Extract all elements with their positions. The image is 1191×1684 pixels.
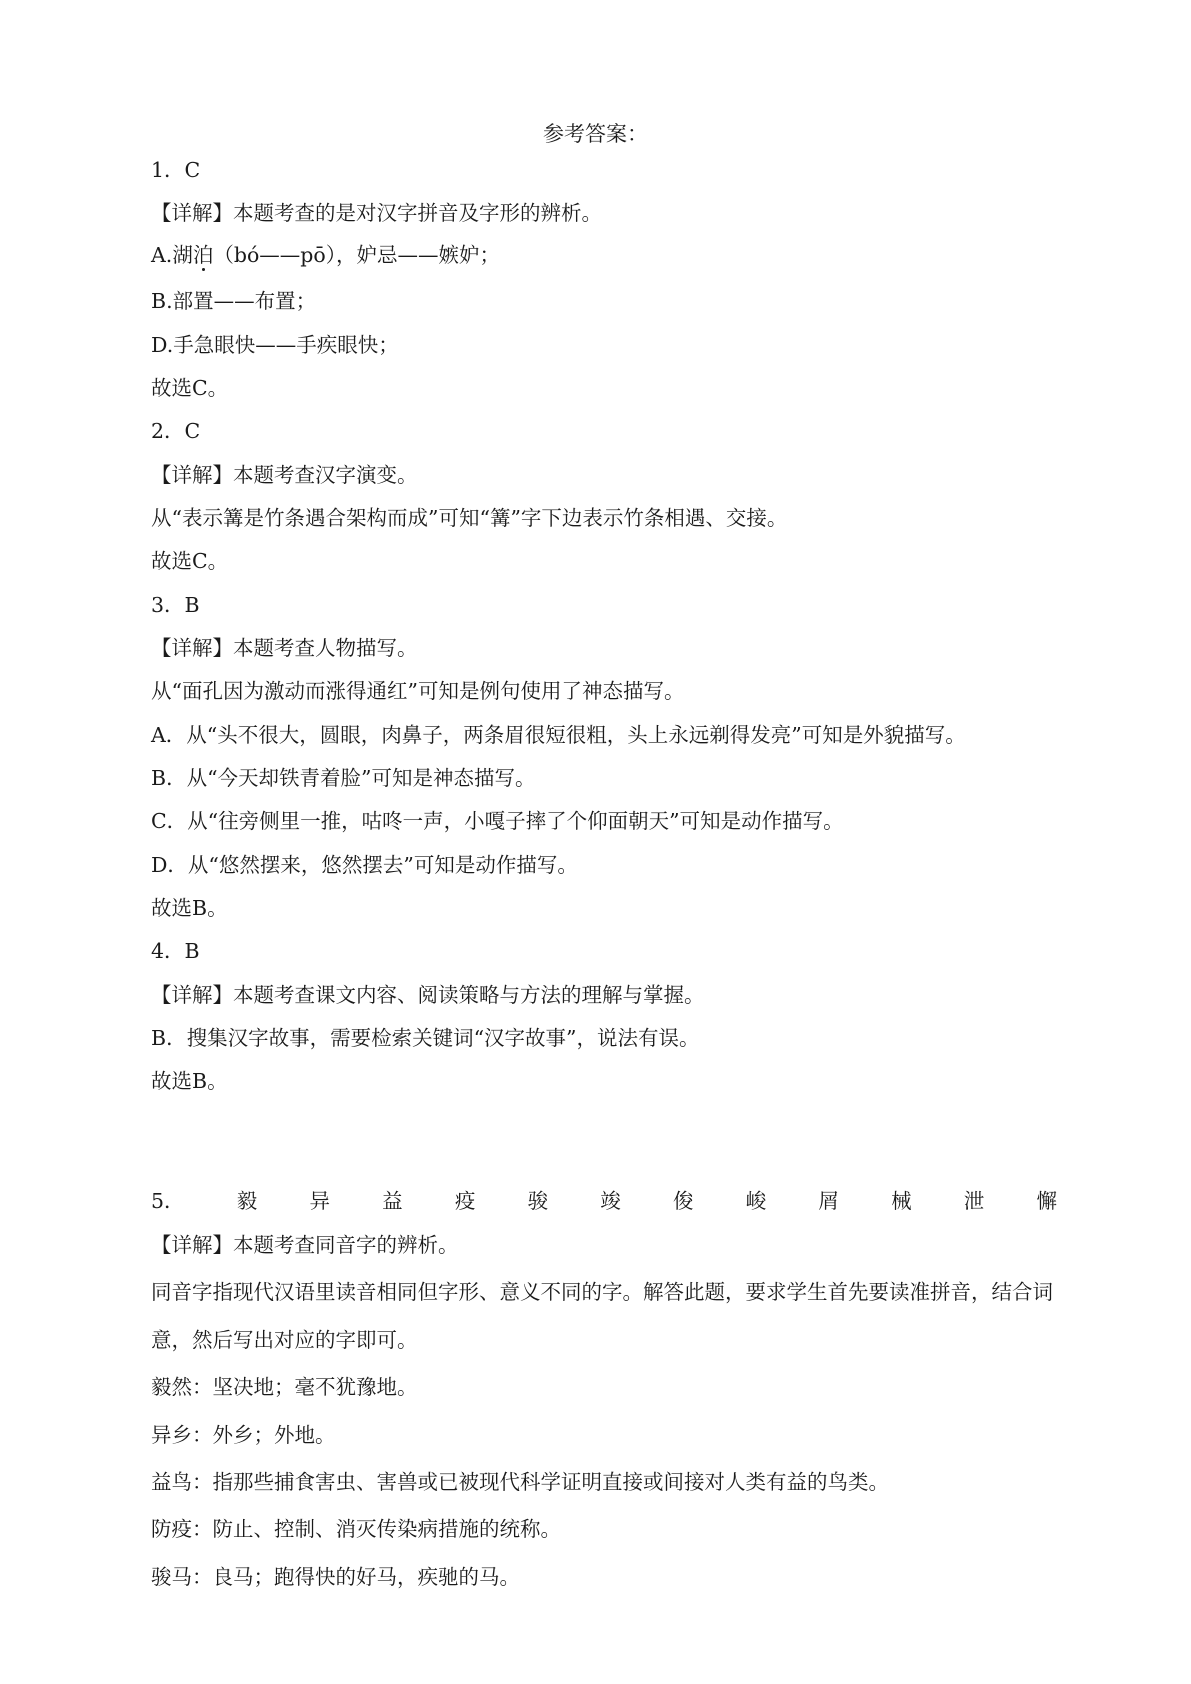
q1-answer: 1．C	[151, 158, 201, 182]
q2-detail: 【详解】本题考查汉字演变。	[151, 463, 418, 487]
q3-text: 从“面孔因为激动而涨得通红”可知是例句使用了神态描写。	[151, 679, 685, 703]
q4-choose: 故选B。	[151, 1069, 228, 1093]
q1-option-b: B.部置——布置；	[151, 289, 317, 313]
q5-char: 峻	[745, 1189, 767, 1213]
q5-detail: 【详解】本题考查同音字的辨析。	[151, 1233, 459, 1257]
q5-answer-row	[151, 1187, 1057, 1215]
q1-option-a-prefix: A.湖	[151, 243, 193, 267]
q3-answer: 3．B	[151, 593, 200, 617]
q1-detail: 【详解】本题考查的是对汉字拼音及字形的辨析。	[151, 201, 602, 225]
q2-text: 从“表示篝是竹条遇合架构而成”可知“篝”字下边表示竹条相遇、交接。	[151, 506, 788, 530]
q4-detail: 【详解】本题考查课文内容、阅读策略与方法的理解与掌握。	[151, 983, 705, 1007]
q3-option-c: C．从“往旁侧里一推，咕咚一声，小嘎子摔了个仰面朝天”可知是动作描写。	[151, 809, 844, 833]
q1-option-a	[151, 241, 1051, 269]
q1-option-a-dotted-char: 泊	[192, 243, 214, 267]
q2-answer: 2．C	[151, 419, 201, 443]
q5-word-definition: 防疫：防止、控制、消灭传染病措施的统称。	[151, 1517, 561, 1541]
q1-option-d: D.手急眼快——手疾眼快；	[151, 333, 399, 357]
q3-detail: 【详解】本题考查人物描写。	[151, 636, 418, 660]
q5-char: 械	[891, 1189, 912, 1213]
q5-word-definition: 益鸟：指那些捕食害虫、害兽或已被现代科学证明直接或间接对人类有益的鸟类。	[151, 1470, 889, 1494]
q3-choose: 故选B。	[151, 896, 228, 920]
q5-char: 泄	[963, 1189, 985, 1213]
q2-choose: 故选C。	[151, 549, 229, 573]
q5-char: 屑	[818, 1189, 839, 1213]
q5-word-definition: 骏马：良马；跑得快的好马，疾驰的马。	[151, 1565, 520, 1589]
q5-word-definition: 毅然：坚决地；毫不犹豫地。	[151, 1375, 418, 1399]
q3-option-b: B．从“今天却铁青着脸”可知是神态描写。	[151, 766, 536, 790]
q5-char: 俊	[672, 1189, 694, 1213]
q5-char: 异	[309, 1189, 330, 1213]
q5-word-definition: 异乡：外乡；外地。	[151, 1423, 336, 1447]
q5-number: 5．	[151, 1189, 185, 1213]
q5-char: 益	[382, 1189, 403, 1213]
q5-char: 疫	[454, 1189, 476, 1213]
q5-char: 懈	[1036, 1189, 1057, 1213]
q1-choose: 故选C。	[151, 376, 229, 400]
page-title: 参考答案：	[543, 122, 648, 146]
q5-char: 骏	[527, 1189, 549, 1213]
q5-char: 竣	[600, 1189, 621, 1213]
q5-char: 毅	[236, 1189, 258, 1213]
q3-option-d: D．从“悠然摆来，悠然摆去”可知是动作描写。	[151, 853, 578, 877]
q4-option-b: B．搜集汉字故事，需要检索关键词“汉字故事”，说法有误。	[151, 1026, 700, 1050]
q4-answer: 4．B	[151, 939, 200, 963]
q1-option-a-suffix: （bó——pō），妒忌——嫉妒；	[213, 243, 501, 267]
q5-paragraph-line-1: 同音字指现代汉语里读音相同但字形、意义不同的字。解答此题，要求学生首先要读准拼音，结合词	[151, 1280, 1053, 1304]
q5-paragraph-line-2: 意，然后写出对应的字即可。	[151, 1328, 418, 1352]
q3-option-a: A．从“头不很大，圆眼，肉鼻子，两条眉很短很粗，头上永远剃得发亮”可知是外貌描写。	[151, 723, 966, 747]
